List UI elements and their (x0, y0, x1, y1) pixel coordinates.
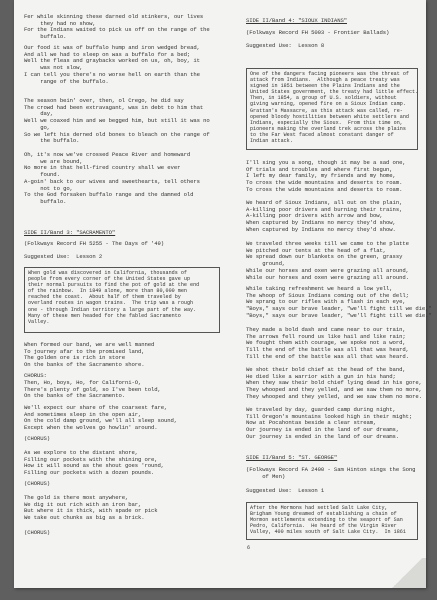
sioux-verse-6: We shot their bold chief at the head of the band, He died like a warrior with a gun in his hand; When they saw their bold chief lying dead in his gore, They whooped and they yelled, and we saw them no more, They whooped and they yelled, and we saw them no more. (246, 366, 422, 400)
document-page (14, 0, 432, 588)
suggested-use-2: Suggested Use: Lesson 1 (246, 487, 325, 494)
buffalo-verse-2: Our food it was of buffalo hump and iron wedged bread, And all we had to sleep on was a buffalo for a bed; Well the fleas and graybacks worked on us, oh, boy, it was not slow, I can tell you there's no worse hell on earth than the range of the buffalo. (24, 44, 200, 85)
sacramento-verse-4: The gold is there most anywhere, We dig it out rich with an iron bar, But where it is thick, with spade or pick We take out chunks as big as a brick. (24, 494, 158, 522)
sioux-verse-5: They made a bold dash and came near to our train, The arrows fell round us like hail and like rain; We fought them with courage, we spoke not a word, Till the end of the battle was all that was heard, Till the end of the battle was all that was heard. (246, 326, 409, 360)
record-reference: (Folkways Record FH 5003 - Frontier Ballads) (246, 29, 390, 36)
chorus-reference-1: (CHORUS) (24, 435, 51, 442)
sacramento-verse-1: When formed our band, we are well manned To journey afar to the promised land, The golden ore is rich in store On the banks of the Sacramento shore. (24, 341, 155, 369)
sioux-verse-3: We traveled three weeks till we came to the platte We pitched our tents at the head of a flat, We spread down our blankets on the green, grassy ground, While our horses and oxen were grazing all around, While our horses and oxen were grazing all around. (246, 240, 409, 281)
sioux-verse-1: I'll sing you a song, though it may be a sad one, Of trials and troubles and where first begun, I left my dear family, my friends and my home, To cross the wide mountains and deserts to roam. To cross the wide mountains and deserts to roam. (246, 159, 406, 193)
chorus-text: Then, Ho, boys, Ho, for Californi-O, There's plenty of gold, so I've been told, On the banks of the Sacramento. (24, 379, 161, 400)
buffalo-verse-1: Fer while skinning these darned old stinkers, our lives they had no show, For the Indians waited to pick us off on the range of the buffalo. (24, 13, 210, 41)
buffalo-verse-3: The season bein' over, then, ol Crego, he did say The crowd had been extravagant, was in debt to him that day, Well we coaxed him and we begged him, but still it was no go, So we left his derned old bones to bleach on the range of the buffalo. (24, 97, 210, 145)
section-heading-st-george: SIDE II/Band 5: "ST. GEORGE" (246, 454, 338, 461)
suggested-use: Suggested Use: Lesson 2 (24, 253, 103, 260)
chorus-reference-2: (CHORUS) (24, 480, 51, 487)
page-number: 6 (247, 545, 251, 551)
chorus-label: CHORUS: (24, 372, 47, 379)
sioux-verse-7: We traveled by day, guarded camp during night, Till Oregon's mountains looked high in their might; Now at Pocahontas beside a clear stream, Our journey is ended in the land of our dreams, Our journey is ended in the land of our dreams. (246, 406, 413, 440)
section-heading-sacramento: SIDE II/Band 3: "SACRAMENTO" (24, 229, 116, 236)
chorus-reference-3: (CHORUS) (24, 529, 51, 536)
sioux-verse-2: We heard of Sioux Indians, all out on the plain, A-killing poor drivers and burning their trains, A-killing poor drivers with arrow and bow, When captured by Indians no mercy they'd show, When captured by Indians no mercy they'd show. (246, 199, 403, 233)
sioux-verse-4: While taking refreshment we heard a low yell, The whoop of Sioux Indians coming out of the dell; We sprang to our rifles with a flash in each eye, "Boys," says our brave leader, "we'll fight till we die," "Boys," says our brave leader, "we'll fight till we die." (246, 285, 432, 319)
record-reference-2: (Folkways Record FA 2400 - Sam Hinton sings the Song of Men) (246, 466, 416, 480)
sioux-context-box: One of the dangers facing pioneers was the threat of attack from Indians. Although a peace treaty was signed in 1851 between the Plains Indians and the United States government, the treaty had little effect. Then, in 1854, a group of U.S. soldiers, without giving warning, opened fire on a Sioux Indian camp. Grattan's Massacre, as this attack was called, re- opened bloody hostilities between white settlers and Indians, especially the Sioux. From this time on, pioneers making the overland trek across the plains to the Far West faced almost constant danger of Indian attack. (246, 68, 418, 150)
st-george-context-box: After the Mormons had settled Salt Lake City, Brigham Young dreamed of establishing a chain of Mormon settlements extending to the seaport of San Pedro, California. He heard of the Virgin River Valley, 400 miles south of Salt Lake City. In 1861 (246, 502, 418, 540)
sacramento-verse-2: We'll expect our share of the coarsest fare, And sometimes sleep in the open air, On the cold damp ground, we'll all sleep sound, Except when the wolves go howlin' around. (24, 404, 178, 432)
sacramento-context-box: When gold was discovered in California, thousands of people from every corner of the United States gave up their normal pursuits to find the pot of gold at the end of the rainbow. In 1849 alone, more than 80,000 men reached the coast. About half of them traveled by overland routes in wagon trains. The trip was a rough one - through Indian territory a large part of the way. Many of these men headed for the fabled Sacramento Valley. (24, 267, 220, 333)
buffalo-verse-4: Oh, it's now we've crossed Peace River and homeward we are bound, No more in that hell-fired country shall we ever found. A-goin' back to our wives and sweethearts, tell others not to go, To the God forsaken buffalo range and the damned old buffalo. (24, 151, 200, 205)
suggested-use: Suggested Use: Lesson 8 (246, 42, 325, 49)
section-heading-sioux-indians: SIDE II/Band 4: "SIOUX INDIANS" (246, 17, 347, 24)
sacramento-verse-3: As we explore to the distant shore, Filling our pockets with the shining ore, How it will sound as the shout goes 'round, Filling our pockets with a dozen pounds. (24, 449, 165, 477)
record-reference: (Folkways Record FH 5255 - The Days of '49) (24, 240, 165, 247)
